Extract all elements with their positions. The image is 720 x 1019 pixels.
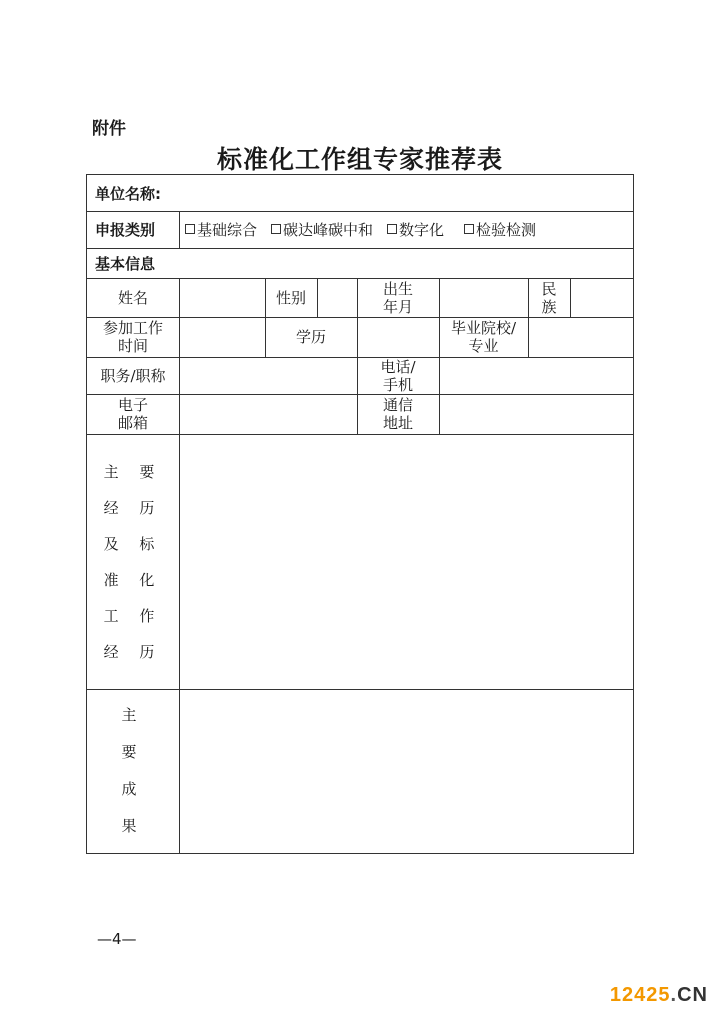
- address-field[interactable]: [439, 394, 633, 434]
- work-start-field[interactable]: [179, 317, 265, 357]
- unit-name-label: 单位名称:: [95, 184, 161, 203]
- position-title-label: 职务/职称: [100, 366, 166, 385]
- phone-field[interactable]: [439, 357, 633, 394]
- birth-label: 出生 年月: [382, 279, 413, 316]
- position-title-field[interactable]: [179, 357, 357, 394]
- category-options: [185, 211, 550, 247]
- category-option[interactable]: 基础综合: [185, 219, 257, 240]
- school-major-label: 毕业院校/ 专业: [450, 319, 517, 355]
- education-field[interactable]: [357, 317, 439, 357]
- email-field[interactable]: [179, 394, 357, 434]
- name-label: 姓名: [117, 288, 148, 307]
- checkbox-icon[interactable]: [185, 224, 195, 234]
- attachment-label: 附件: [92, 119, 126, 139]
- page-number: —4—: [97, 930, 137, 948]
- form-title: 标准化工作组专家推荐表: [216, 145, 503, 174]
- school-major-field[interactable]: [528, 317, 633, 357]
- ethnicity-label: 民 族: [541, 279, 557, 316]
- work-start-label: 参加工作 时间: [102, 319, 163, 355]
- ethnicity-field[interactable]: [570, 278, 633, 317]
- gender-label: 性别: [275, 288, 306, 307]
- achievements-label: 主 要 成 果: [121, 706, 145, 835]
- experience-field[interactable]: [179, 434, 633, 689]
- category-option[interactable]: 数字化: [387, 219, 444, 240]
- category-label: 申报类别: [95, 221, 156, 239]
- category-option[interactable]: 检验检测: [464, 219, 536, 240]
- birth-field[interactable]: [439, 278, 528, 317]
- category-option[interactable]: 碳达峰碳中和: [271, 219, 373, 240]
- checkbox-icon[interactable]: [271, 224, 281, 234]
- checkbox-icon[interactable]: [387, 224, 397, 234]
- name-field[interactable]: [179, 278, 265, 317]
- achievements-field[interactable]: [179, 689, 633, 853]
- recommendation-form: [86, 174, 634, 854]
- phone-label: 电话/ 手机: [380, 357, 416, 394]
- site-watermark: 12425.CN: [609, 984, 708, 1006]
- checkbox-icon[interactable]: [464, 224, 474, 234]
- experience-label: 主 要 经 历 及 标 准 化 工 作 经 历: [103, 462, 163, 661]
- email-label: 电子 邮箱: [117, 396, 148, 432]
- education-label: 学历: [295, 328, 326, 346]
- basic-info-label: 基本信息: [95, 254, 156, 273]
- address-label: 通信 地址: [382, 396, 413, 432]
- gender-field[interactable]: [317, 278, 357, 317]
